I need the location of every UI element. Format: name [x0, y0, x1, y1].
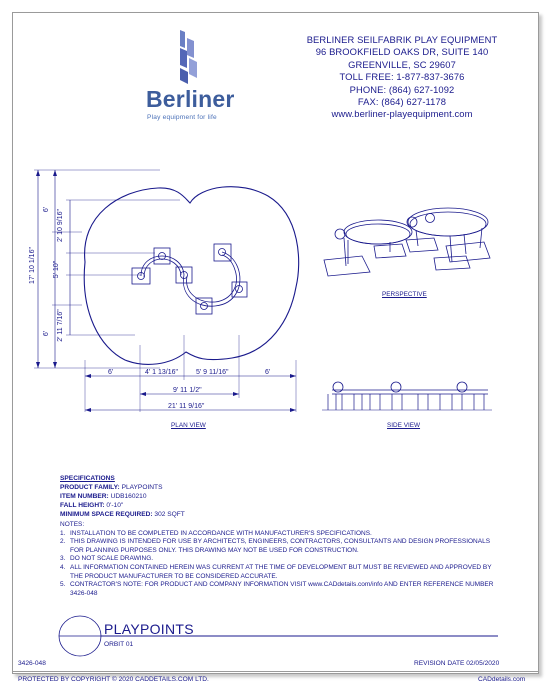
spec-fall-label: FALL HEIGHT:: [60, 502, 105, 509]
company-phone: PHONE: (864) 627-1092: [349, 83, 455, 95]
specs-heading: SPECIFICATIONS: [60, 475, 115, 482]
revision-date: REVISION DATE 02/05/2020: [414, 660, 500, 667]
dim-overall-width: 21' 11 9/16": [168, 403, 205, 410]
spec-space-label: MINIMUM SPACE REQUIRED:: [60, 511, 153, 518]
company-website[interactable]: www.berliner-playequipment.com: [331, 108, 473, 120]
spec-item-label: ITEM NUMBER:: [60, 493, 109, 500]
dim-9-11-1-2: 9' 11 1/2": [173, 387, 202, 394]
drawing-title: PLAYPOINTS: [104, 621, 194, 637]
note-4-num: 4.: [60, 563, 66, 571]
perspective-drawing: [318, 198, 498, 280]
dim-5-9-11-16: 5' 9 11/16": [196, 369, 229, 376]
dim-4-1-13-16: 4' 1 13/16": [145, 369, 179, 376]
logo-wordmark: Berliner: [146, 86, 235, 112]
specifications-block: [60, 474, 500, 519]
note-2: THIS DRAWING IS INTENDED FOR USE BY ARCHITECTS, ENGINEERS, CONTRACTORS, CONSULTANTS AND DESIGN PROFESSIONALS FOR PLANNING PURPOSES ONLY. THIS DRAWING MAY NOT BE USED FOR CONSTRUCTION.: [70, 538, 491, 554]
note-3: DO NOT SCALE DRAWING.: [70, 555, 154, 563]
drawing-subtitle: ORBIT 01: [104, 641, 134, 648]
dim-overall-height: 17' 10 1/16": [28, 247, 36, 284]
company-fax: FAX: (864) 627-1178: [357, 96, 447, 108]
note-5: CONTRACTOR'S NOTE: FOR PRODUCT AND COMPANY INFORMATION VISIT www.CADdetails.com/info AND ENTER REFERENCE NUMBER 3426-048: [70, 581, 494, 597]
footer-rule: [12, 671, 539, 672]
dim-bottom-left-6: 6': [108, 369, 114, 376]
spec-item-value: UDB160210: [110, 493, 147, 500]
note-1-num: 1.: [60, 529, 66, 537]
dim-top-6: 6': [43, 206, 51, 213]
note-4: ALL INFORMATION CONTAINED HEREIN WAS CURRENT AT THE TIME OF DEVELOPMENT BUT MUST BE REVIEWED AND APPROVED BY THE PRODUCT MANUFACTURER TO BE CONSIDERED ACCURATE.: [70, 563, 492, 580]
perspective-label: PERSPECTIVE: [382, 291, 427, 298]
spec-family-label: PRODUCT FAMILY:: [60, 484, 120, 491]
company-address-2: GREENVILLE, SC 29607: [348, 58, 456, 70]
side-view-label: SIDE VIEW: [387, 422, 421, 429]
note-1: INSTALLATION TO BE COMPLETED IN ACCORDANCE WITH MANUFACTURER'S SPECIFICATIONS.: [70, 529, 372, 537]
caddetails-link[interactable]: CADdetails.com: [478, 676, 526, 683]
notes-block: [60, 521, 500, 598]
company-address-1: 96 BROOKFIELD OAKS DR, SUITE 140: [315, 46, 489, 58]
note-3-num: 3.: [60, 555, 66, 563]
dim-5-10: 5' 10": [53, 260, 61, 279]
side-view-drawing: [322, 376, 494, 416]
spec-fall-value: 0'-10": [106, 502, 124, 509]
dim-bottom-6: 6': [43, 330, 51, 337]
copyright-notice: PROTECTED BY COPYRIGHT © 2020 CADDETAILS.COM LTD.: [18, 676, 209, 683]
company-tollfree: TOLL FREE: 1-877-837-3676: [339, 71, 465, 83]
note-2-num: 2.: [60, 538, 66, 546]
notes-heading: NOTES:: [60, 521, 85, 528]
reference-number: 3426-048: [18, 660, 46, 667]
dim-11-7-16: 2' 11 7/16": [56, 309, 64, 342]
logo-tagline: Play equipment for life: [147, 114, 217, 121]
spec-family-value: PLAYPOINTS: [121, 484, 163, 491]
company-name: BERLINER SEILFABRIK PLAY EQUIPMENT: [306, 34, 498, 45]
note-5-num: 5.: [60, 581, 66, 589]
spec-space-value: 302 SQFT: [154, 511, 185, 518]
dim-bottom-right-6: 6': [265, 369, 271, 376]
plan-view-label: PLAN VIEW: [171, 422, 206, 429]
dim-10-9-16: 2' 10 9/16": [57, 208, 65, 243]
